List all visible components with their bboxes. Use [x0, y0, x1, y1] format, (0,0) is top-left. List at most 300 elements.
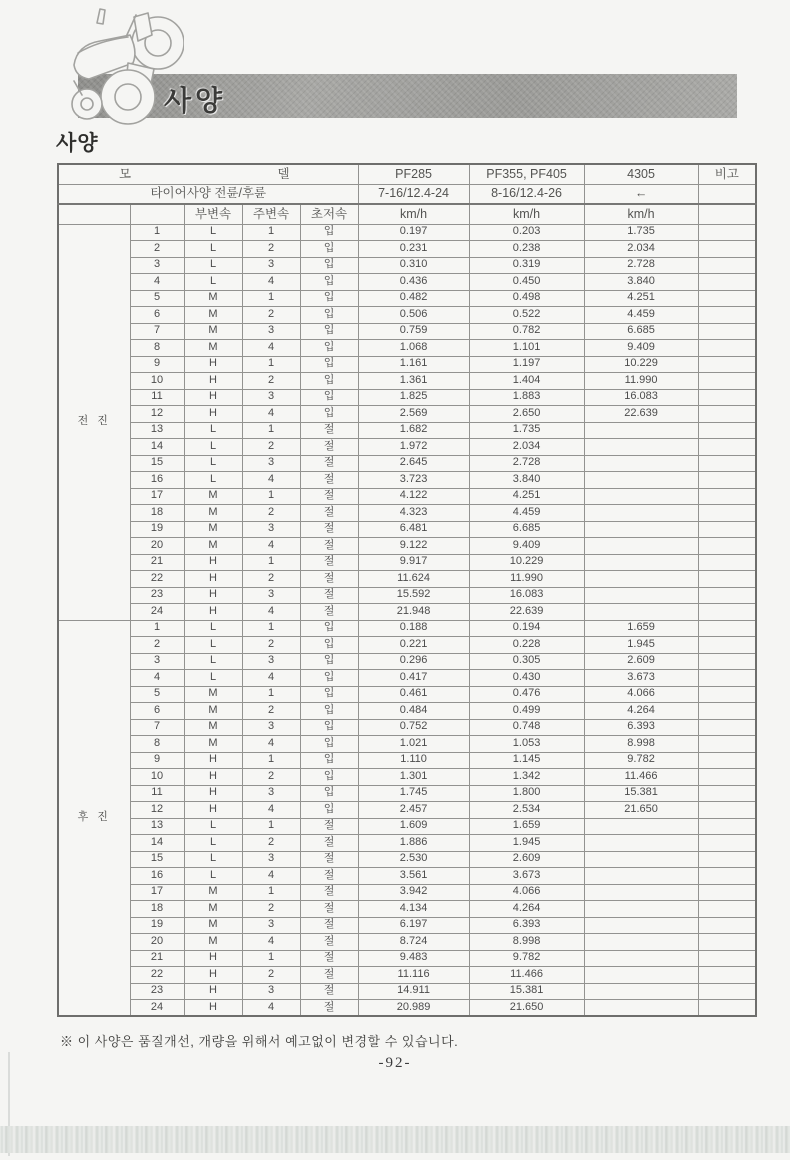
sub-shift-header: 부변속	[184, 204, 242, 224]
cell-creep: 입	[300, 307, 358, 324]
cell-speed-pf285: 0.752	[358, 719, 469, 736]
cell-speed-4305: 4.251	[584, 290, 698, 307]
cell-sub-shift: M	[184, 884, 242, 901]
cell-creep: 절	[300, 950, 358, 967]
spec-table-body	[58, 224, 756, 1016]
cell-creep: 절	[300, 571, 358, 588]
cell-creep: 입	[300, 653, 358, 670]
cell-row-number: 22	[130, 571, 184, 588]
table-row	[58, 670, 756, 687]
cell-main-shift: 2	[242, 571, 300, 588]
cell-speed-4305: 15.381	[584, 785, 698, 802]
cell-speed-4305	[584, 488, 698, 505]
cell-speed-pf355-pf405: 1.659	[469, 818, 584, 835]
cell-speed-4305	[584, 851, 698, 868]
cell-speed-pf355-pf405: 0.430	[469, 670, 584, 687]
cell-speed-pf285: 3.561	[358, 868, 469, 885]
table-row	[58, 868, 756, 885]
cell-remark	[698, 455, 756, 472]
direction-label: 후 진	[58, 620, 130, 1016]
cell-row-number: 20	[130, 934, 184, 951]
cell-speed-pf285: 0.484	[358, 703, 469, 720]
cell-speed-pf285: 15.592	[358, 587, 469, 604]
cell-speed-pf285: 1.301	[358, 769, 469, 786]
cell-sub-shift: H	[184, 769, 242, 786]
cell-speed-4305	[584, 901, 698, 918]
cell-speed-4305	[584, 505, 698, 522]
cell-creep: 입	[300, 340, 358, 357]
table-row	[58, 934, 756, 951]
cell-speed-4305: 3.673	[584, 670, 698, 687]
cell-remark	[698, 686, 756, 703]
cell-speed-pf355-pf405: 1.145	[469, 752, 584, 769]
cell-speed-pf285: 0.417	[358, 670, 469, 687]
cell-sub-shift: L	[184, 422, 242, 439]
model-label-right: 델	[277, 166, 290, 181]
cell-sub-shift: L	[184, 670, 242, 687]
cell-sub-shift: H	[184, 604, 242, 621]
cell-creep: 절	[300, 604, 358, 621]
cell-speed-pf355-pf405: 2.034	[469, 439, 584, 456]
cell-creep: 입	[300, 323, 358, 340]
cell-row-number: 5	[130, 290, 184, 307]
table-row	[58, 818, 756, 835]
cell-sub-shift: H	[184, 554, 242, 571]
cell-sub-shift: M	[184, 488, 242, 505]
cell-row-number: 23	[130, 587, 184, 604]
cell-speed-pf355-pf405: 1.735	[469, 422, 584, 439]
cell-main-shift: 2	[242, 637, 300, 654]
cell-creep: 입	[300, 406, 358, 423]
cell-remark	[698, 1000, 756, 1017]
table-row	[58, 241, 756, 258]
cell-row-number: 17	[130, 884, 184, 901]
cell-row-number: 19	[130, 521, 184, 538]
cell-main-shift: 2	[242, 439, 300, 456]
cell-main-shift: 4	[242, 934, 300, 951]
cell-creep: 입	[300, 785, 358, 802]
table-row	[58, 785, 756, 802]
cell-remark	[698, 736, 756, 753]
cell-creep: 입	[300, 703, 358, 720]
banner-title: 사양	[164, 85, 227, 116]
cell-creep: 절	[300, 868, 358, 885]
cell-speed-pf355-pf405: 0.499	[469, 703, 584, 720]
cell-sub-shift: H	[184, 406, 242, 423]
gear-blank-direction	[58, 204, 130, 224]
cell-speed-4305: 2.034	[584, 241, 698, 258]
cell-row-number: 20	[130, 538, 184, 555]
cell-row-number: 7	[130, 323, 184, 340]
cell-creep: 입	[300, 637, 358, 654]
cell-speed-pf355-pf405: 0.476	[469, 686, 584, 703]
cell-creep: 입	[300, 389, 358, 406]
cell-main-shift: 4	[242, 736, 300, 753]
tire-4305-ditto: ←	[584, 184, 698, 204]
cell-row-number: 24	[130, 604, 184, 621]
table-row	[58, 917, 756, 934]
cell-row-number: 4	[130, 274, 184, 291]
table-row	[58, 587, 756, 604]
cell-row-number: 7	[130, 719, 184, 736]
cell-row-number: 16	[130, 868, 184, 885]
cell-creep: 절	[300, 472, 358, 489]
cell-row-number: 3	[130, 653, 184, 670]
cell-remark	[698, 604, 756, 621]
cell-row-number: 12	[130, 802, 184, 819]
cell-speed-4305: 11.990	[584, 373, 698, 390]
cell-creep: 절	[300, 901, 358, 918]
table-row	[58, 323, 756, 340]
table-row	[58, 884, 756, 901]
cell-creep: 입	[300, 752, 358, 769]
cell-remark	[698, 340, 756, 357]
cell-remark	[698, 241, 756, 258]
cell-creep: 입	[300, 736, 358, 753]
cell-main-shift: 2	[242, 505, 300, 522]
cell-speed-4305	[584, 884, 698, 901]
cell-remark	[698, 967, 756, 984]
cell-speed-pf285: 0.296	[358, 653, 469, 670]
cell-speed-pf285: 2.530	[358, 851, 469, 868]
cell-main-shift: 1	[242, 620, 300, 637]
cell-speed-pf285: 20.989	[358, 1000, 469, 1017]
cell-main-shift: 3	[242, 257, 300, 274]
cell-speed-pf285: 6.197	[358, 917, 469, 934]
cell-speed-4305: 16.083	[584, 389, 698, 406]
cell-remark	[698, 307, 756, 324]
cell-speed-4305: 22.639	[584, 406, 698, 423]
cell-speed-4305: 11.466	[584, 769, 698, 786]
cell-main-shift: 1	[242, 818, 300, 835]
cell-remark	[698, 868, 756, 885]
cell-sub-shift: L	[184, 818, 242, 835]
cell-sub-shift: L	[184, 637, 242, 654]
cell-speed-pf285: 0.197	[358, 224, 469, 241]
cell-remark	[698, 752, 756, 769]
cell-speed-pf355-pf405: 4.251	[469, 488, 584, 505]
table-row	[58, 455, 756, 472]
cell-speed-pf355-pf405: 6.685	[469, 521, 584, 538]
cell-main-shift: 1	[242, 488, 300, 505]
cell-speed-pf355-pf405: 1.053	[469, 736, 584, 753]
cell-row-number: 2	[130, 637, 184, 654]
cell-speed-pf355-pf405: 10.229	[469, 554, 584, 571]
table-row	[58, 274, 756, 291]
cell-speed-4305: 6.393	[584, 719, 698, 736]
cell-speed-pf285: 0.506	[358, 307, 469, 324]
cell-speed-pf355-pf405: 1.800	[469, 785, 584, 802]
cell-row-number: 5	[130, 686, 184, 703]
cell-speed-pf285: 0.759	[358, 323, 469, 340]
cell-main-shift: 1	[242, 224, 300, 241]
cell-remark	[698, 703, 756, 720]
cell-speed-pf285: 4.134	[358, 901, 469, 918]
cell-sub-shift: M	[184, 323, 242, 340]
cell-remark	[698, 917, 756, 934]
cell-speed-pf285: 0.482	[358, 290, 469, 307]
cell-main-shift: 1	[242, 752, 300, 769]
cell-speed-pf285: 1.361	[358, 373, 469, 390]
cell-speed-pf285: 0.310	[358, 257, 469, 274]
cell-row-number: 21	[130, 950, 184, 967]
model-4305: 4305	[584, 164, 698, 184]
cell-speed-pf285: 9.483	[358, 950, 469, 967]
cell-creep: 절	[300, 488, 358, 505]
cell-sub-shift: H	[184, 373, 242, 390]
cell-speed-pf355-pf405: 1.101	[469, 340, 584, 357]
cell-main-shift: 2	[242, 769, 300, 786]
model-pf355-pf405: PF355, PF405	[469, 164, 584, 184]
cell-main-shift: 4	[242, 274, 300, 291]
table-row	[58, 983, 756, 1000]
cell-main-shift: 1	[242, 554, 300, 571]
cell-speed-pf285: 21.948	[358, 604, 469, 621]
cell-speed-pf285: 1.682	[358, 422, 469, 439]
cell-speed-4305	[584, 538, 698, 555]
footnote: ※ 이 사양은 품질개선, 개량을 위해서 예고없이 변경할 수 있습니다.	[60, 1034, 459, 1049]
table-row	[58, 257, 756, 274]
cell-speed-4305: 21.650	[584, 802, 698, 819]
table-row	[58, 835, 756, 852]
table-row	[58, 521, 756, 538]
cell-row-number: 13	[130, 818, 184, 835]
cell-remark	[698, 439, 756, 456]
creep-header: 초저속	[300, 204, 358, 224]
cell-creep: 절	[300, 439, 358, 456]
cell-speed-pf355-pf405: 0.194	[469, 620, 584, 637]
cell-creep: 입	[300, 274, 358, 291]
cell-main-shift: 3	[242, 983, 300, 1000]
cell-remark	[698, 356, 756, 373]
cell-speed-4305	[584, 604, 698, 621]
cell-row-number: 1	[130, 224, 184, 241]
cell-row-number: 11	[130, 785, 184, 802]
cell-speed-4305: 1.945	[584, 637, 698, 654]
cell-remark	[698, 802, 756, 819]
table-row	[58, 736, 756, 753]
cell-row-number: 19	[130, 917, 184, 934]
table-row	[58, 571, 756, 588]
cell-remark	[698, 571, 756, 588]
cell-speed-pf355-pf405: 0.748	[469, 719, 584, 736]
cell-creep: 입	[300, 802, 358, 819]
table-row	[58, 224, 756, 241]
cell-creep: 절	[300, 538, 358, 555]
cell-creep: 입	[300, 241, 358, 258]
cell-main-shift: 3	[242, 587, 300, 604]
cell-main-shift: 4	[242, 802, 300, 819]
cell-speed-pf355-pf405: 3.673	[469, 868, 584, 885]
cell-sub-shift: H	[184, 389, 242, 406]
table-row	[58, 406, 756, 423]
cell-sub-shift: H	[184, 356, 242, 373]
main-shift-header: 주변속	[242, 204, 300, 224]
cell-main-shift: 2	[242, 901, 300, 918]
cell-creep: 절	[300, 521, 358, 538]
cell-row-number: 8	[130, 736, 184, 753]
cell-speed-pf355-pf405: 11.466	[469, 967, 584, 984]
cell-sub-shift: L	[184, 439, 242, 456]
cell-creep: 절	[300, 587, 358, 604]
cell-sub-shift: L	[184, 835, 242, 852]
cell-creep: 입	[300, 290, 358, 307]
cell-speed-pf285: 0.188	[358, 620, 469, 637]
cell-creep: 절	[300, 835, 358, 852]
page-title: 사양	[56, 132, 99, 155]
cell-remark	[698, 587, 756, 604]
cell-row-number: 11	[130, 389, 184, 406]
cell-main-shift: 1	[242, 686, 300, 703]
cell-main-shift: 1	[242, 884, 300, 901]
cell-creep: 절	[300, 983, 358, 1000]
cell-speed-4305	[584, 983, 698, 1000]
cell-remark	[698, 290, 756, 307]
cell-row-number: 18	[130, 505, 184, 522]
cell-sub-shift: H	[184, 571, 242, 588]
cell-row-number: 22	[130, 967, 184, 984]
cell-speed-pf355-pf405: 11.990	[469, 571, 584, 588]
unit-pf355-pf405: km/h	[469, 204, 584, 224]
cell-creep: 절	[300, 818, 358, 835]
cell-remark	[698, 637, 756, 654]
cell-remark	[698, 373, 756, 390]
cell-speed-pf285: 2.569	[358, 406, 469, 423]
model-label-left: 모	[119, 166, 132, 181]
table-row	[58, 851, 756, 868]
cell-row-number: 6	[130, 703, 184, 720]
cell-speed-4305: 9.782	[584, 752, 698, 769]
cell-sub-shift: M	[184, 719, 242, 736]
cell-speed-pf355-pf405: 21.650	[469, 1000, 584, 1017]
model-pf285: PF285	[358, 164, 469, 184]
remark-header: 비고	[698, 164, 756, 184]
cell-remark	[698, 818, 756, 835]
cell-sub-shift: M	[184, 901, 242, 918]
cell-creep: 입	[300, 769, 358, 786]
gear-header-row	[58, 204, 756, 224]
cell-row-number: 23	[130, 983, 184, 1000]
cell-speed-4305	[584, 818, 698, 835]
cell-speed-4305: 10.229	[584, 356, 698, 373]
cell-speed-pf355-pf405: 4.459	[469, 505, 584, 522]
cell-speed-pf355-pf405: 8.998	[469, 934, 584, 951]
cell-creep: 절	[300, 422, 358, 439]
cell-sub-shift: H	[184, 983, 242, 1000]
table-row	[58, 472, 756, 489]
cell-speed-pf285: 1.068	[358, 340, 469, 357]
cell-remark	[698, 901, 756, 918]
cell-speed-pf355-pf405: 1.342	[469, 769, 584, 786]
cell-main-shift: 2	[242, 373, 300, 390]
cell-speed-pf285: 0.231	[358, 241, 469, 258]
cell-speed-4305: 3.840	[584, 274, 698, 291]
cell-speed-4305	[584, 587, 698, 604]
spec-table	[57, 163, 757, 1017]
cell-remark	[698, 554, 756, 571]
cell-speed-pf285: 6.481	[358, 521, 469, 538]
cell-row-number: 12	[130, 406, 184, 423]
cell-main-shift: 4	[242, 1000, 300, 1017]
cell-speed-4305: 9.409	[584, 340, 698, 357]
cell-speed-pf355-pf405: 3.840	[469, 472, 584, 489]
table-row	[58, 538, 756, 555]
cell-speed-4305	[584, 967, 698, 984]
cell-row-number: 9	[130, 356, 184, 373]
cell-sub-shift: L	[184, 851, 242, 868]
cell-row-number: 18	[130, 901, 184, 918]
cell-creep: 입	[300, 224, 358, 241]
cell-remark	[698, 653, 756, 670]
cell-remark	[698, 472, 756, 489]
cell-main-shift: 1	[242, 356, 300, 373]
unit-pf285: km/h	[358, 204, 469, 224]
cell-speed-4305	[584, 1000, 698, 1017]
cell-remark	[698, 769, 756, 786]
cell-remark	[698, 719, 756, 736]
cell-speed-pf355-pf405: 1.945	[469, 835, 584, 852]
cell-creep: 절	[300, 455, 358, 472]
gear-blank-number	[130, 204, 184, 224]
cell-main-shift: 4	[242, 670, 300, 687]
cell-remark	[698, 488, 756, 505]
table-row	[58, 653, 756, 670]
cell-row-number: 3	[130, 257, 184, 274]
cell-remark	[698, 835, 756, 852]
cell-creep: 절	[300, 934, 358, 951]
cell-speed-pf355-pf405: 15.381	[469, 983, 584, 1000]
cell-speed-pf355-pf405: 2.728	[469, 455, 584, 472]
tire-spec-row	[58, 184, 756, 204]
cell-speed-pf355-pf405: 0.238	[469, 241, 584, 258]
cell-remark	[698, 224, 756, 241]
cell-speed-pf355-pf405: 1.404	[469, 373, 584, 390]
cell-sub-shift: M	[184, 686, 242, 703]
table-row	[58, 488, 756, 505]
cell-sub-shift: M	[184, 538, 242, 555]
cell-main-shift: 2	[242, 307, 300, 324]
cell-speed-4305	[584, 472, 698, 489]
cell-sub-shift: M	[184, 307, 242, 324]
table-row	[58, 340, 756, 357]
cell-speed-pf285: 1.161	[358, 356, 469, 373]
cell-main-shift: 1	[242, 422, 300, 439]
cell-remark	[698, 950, 756, 967]
cell-sub-shift: L	[184, 868, 242, 885]
cell-sub-shift: L	[184, 455, 242, 472]
cell-remark	[698, 257, 756, 274]
cell-main-shift: 3	[242, 851, 300, 868]
cell-speed-4305: 6.685	[584, 323, 698, 340]
cell-sub-shift: H	[184, 967, 242, 984]
tire-remark	[698, 184, 756, 204]
gear-blank-remark	[698, 204, 756, 224]
cell-speed-pf285: 4.323	[358, 505, 469, 522]
cell-speed-4305: 4.459	[584, 307, 698, 324]
scan-page-edge-band	[0, 1126, 790, 1153]
cell-main-shift: 1	[242, 950, 300, 967]
table-row	[58, 422, 756, 439]
cell-main-shift: 2	[242, 835, 300, 852]
model-header-row	[58, 164, 756, 184]
cell-row-number: 10	[130, 769, 184, 786]
cell-remark	[698, 521, 756, 538]
table-row	[58, 637, 756, 654]
cell-sub-shift: H	[184, 587, 242, 604]
cell-row-number: 24	[130, 1000, 184, 1017]
cell-creep: 절	[300, 505, 358, 522]
table-row	[58, 1000, 756, 1017]
